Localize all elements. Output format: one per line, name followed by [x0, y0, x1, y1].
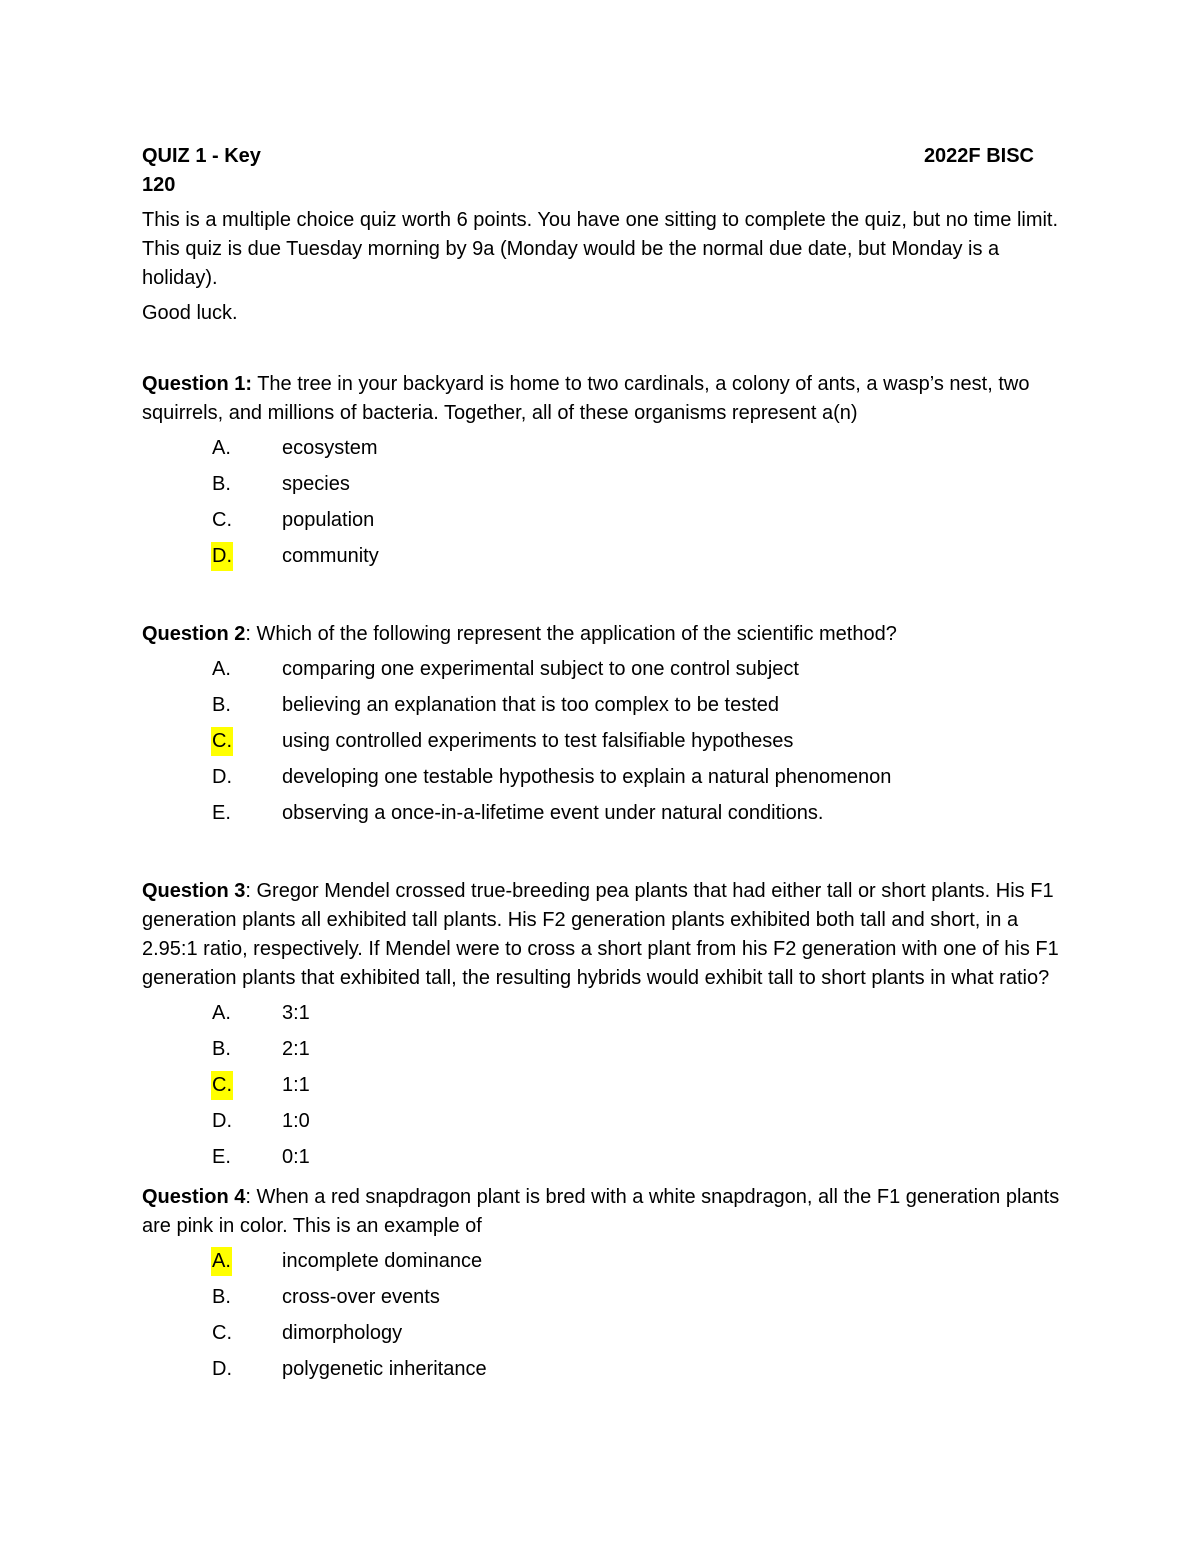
option-text: population	[282, 509, 375, 531]
answer-option	[142, 434, 1062, 470]
question-stem	[142, 620, 1062, 649]
option-letter-highlighted: C.	[211, 727, 233, 756]
question-text: : Gregor Mendel crossed true-breeding pea plants that had either tall or short plants. His F1 generation plants all exhibited tall plants. His F2 generation plants exhibited both tall and short, in a 2.95:1 ratio, respectively. If Mendel were to cross a short plant from his F2 generation with one of his F1 generation plants that exhibited tall, the resulting hybrids would exhibit tall to short plants in what ratio?	[142, 880, 1059, 989]
answer-option	[142, 1319, 1062, 1355]
question-2	[142, 620, 1062, 835]
option-letter: B.	[212, 694, 231, 716]
answer-option	[142, 470, 1062, 506]
option-text: 0:1	[282, 1146, 310, 1168]
answer-option	[142, 1283, 1062, 1319]
answer-option-correct	[142, 727, 1062, 763]
option-text: species	[282, 473, 350, 495]
question-3	[142, 877, 1062, 1179]
answer-option	[142, 1035, 1062, 1071]
course-number: 120	[142, 174, 176, 196]
option-letter: A.	[212, 437, 231, 459]
option-text: developing one testable hypothesis to explain a natural phenomenon	[282, 766, 892, 788]
answer-option	[142, 763, 1062, 799]
question-text: : When a red snapdragon plant is bred with a white snapdragon, all the F1 generation plants are pink in color. This is an example of	[142, 1186, 1060, 1237]
option-text: community	[282, 545, 379, 567]
answer-option	[142, 799, 1062, 835]
option-text: 1:1	[282, 1074, 310, 1096]
answer-options	[142, 999, 1062, 1179]
answer-option	[142, 1355, 1062, 1391]
option-text: cross-over events	[282, 1286, 440, 1308]
option-letter: C.	[212, 509, 232, 531]
instructions-paragraph: This is a multiple choice quiz worth 6 points. You have one sitting to complete the quiz, but no time limit. This quiz is due Tuesday morning by 9a (Monday would be the normal due date, but Monday is a holiday).	[142, 209, 1059, 289]
option-letter-highlighted: C.	[211, 1071, 233, 1100]
option-letter-highlighted: A.	[211, 1247, 232, 1276]
answer-option-correct	[142, 1071, 1062, 1107]
answer-option	[142, 691, 1062, 727]
option-text: 2:1	[282, 1038, 310, 1060]
answer-option	[142, 1143, 1062, 1179]
option-letter: E.	[212, 802, 231, 824]
answer-options	[142, 434, 1062, 578]
option-text: using controlled experiments to test falsifiable hypotheses	[282, 730, 794, 752]
option-letter: D.	[212, 1110, 232, 1132]
option-text: polygenetic inheritance	[282, 1358, 487, 1380]
option-text: believing an explanation that is too complex to be tested	[282, 694, 779, 716]
option-text: incomplete dominance	[282, 1250, 483, 1272]
option-letter: D.	[212, 766, 232, 788]
option-letter: B.	[212, 1038, 231, 1060]
question-label: Question 4	[142, 1186, 246, 1208]
option-letter: A.	[212, 658, 231, 680]
question-1	[142, 370, 1062, 578]
option-letter-highlighted: D.	[211, 542, 233, 571]
question-label: Question 3	[142, 880, 246, 902]
option-letter: D.	[212, 1358, 232, 1380]
option-letter: E.	[212, 1146, 231, 1168]
answer-options	[142, 655, 1062, 835]
option-text: 3:1	[282, 1002, 310, 1024]
answer-option	[142, 506, 1062, 542]
option-text: dimorphology	[282, 1322, 403, 1344]
question-label: Question 2	[142, 623, 246, 645]
answer-option-correct	[142, 1247, 1062, 1283]
answer-option-correct	[142, 542, 1062, 578]
good-luck-text: Good luck.	[142, 302, 238, 324]
option-letter: C.	[212, 1322, 232, 1344]
option-text: observing a once-in-a-lifetime event under natural conditions.	[282, 802, 824, 824]
question-stem	[142, 1183, 1062, 1241]
answer-option	[142, 999, 1062, 1035]
option-letter: B.	[212, 473, 231, 495]
answer-option	[142, 655, 1062, 691]
document-header	[142, 142, 1062, 200]
question-4	[142, 1183, 1062, 1391]
answer-option	[142, 1107, 1062, 1143]
option-letter: B.	[212, 1286, 231, 1308]
question-stem	[142, 877, 1062, 993]
quiz-instructions	[142, 206, 1062, 328]
question-label: Question 1:	[142, 373, 253, 395]
answer-options	[142, 1247, 1062, 1391]
question-text: The tree in your backyard is home to two cardinals, a colony of ants, a wasp’s nest, two squirrels, and millions of bacteria. Together, all of these organisms represent a(n)	[142, 373, 1030, 424]
document-page	[142, 142, 1062, 1391]
question-stem	[142, 370, 1062, 428]
question-text: : Which of the following represent the application of the scientific method?	[245, 623, 897, 645]
course-code: 2022F BISC	[923, 145, 1034, 167]
option-text: 1:0	[282, 1110, 310, 1132]
option-text: comparing one experimental subject to one control subject	[282, 658, 799, 680]
option-text: ecosystem	[282, 437, 378, 459]
option-letter: A.	[212, 1002, 231, 1024]
quiz-title: QUIZ 1 - Key	[142, 145, 261, 167]
